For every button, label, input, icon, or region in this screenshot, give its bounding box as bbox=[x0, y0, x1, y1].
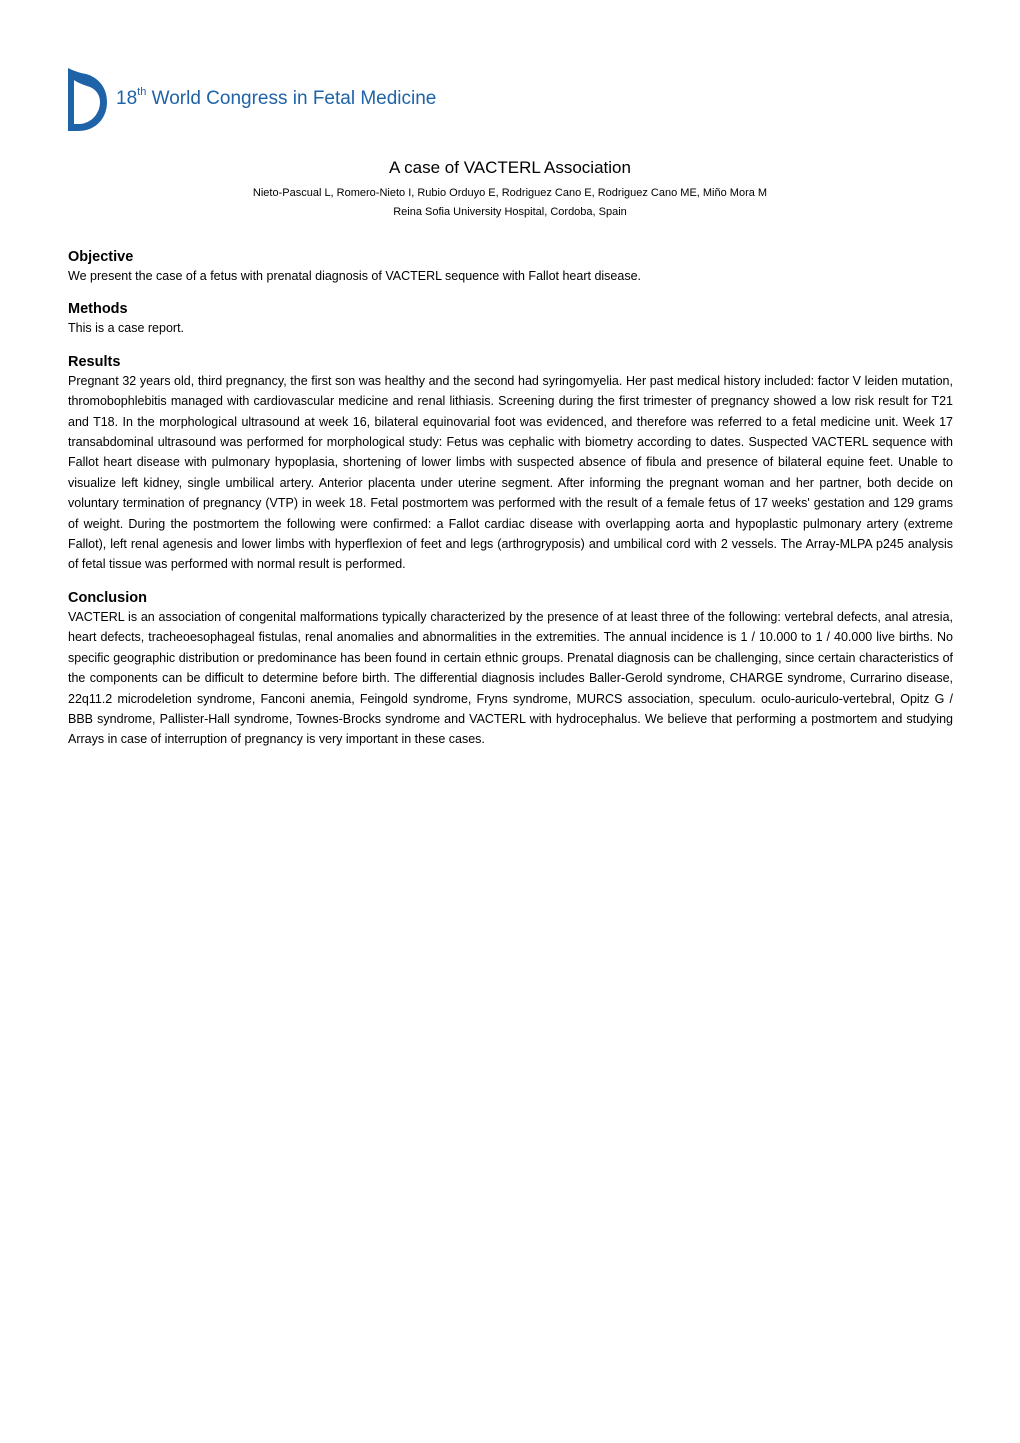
congress-name: World Congress in Fetal Medicine bbox=[151, 88, 437, 109]
conclusion-heading: Conclusion bbox=[68, 589, 147, 606]
methods-heading: Methods bbox=[68, 301, 128, 318]
results-heading: Results bbox=[68, 353, 121, 370]
objective-heading: Objective bbox=[68, 249, 134, 265]
methods-section bbox=[68, 300, 953, 338]
paper-authors: Nieto-Pascual L, Romero-Nieto I, Rubio Orduyo E, Rodriguez Cano E, Rodriguez Cano ME, Miño Mora M bbox=[252, 187, 768, 199]
congress-header bbox=[68, 67, 436, 131]
abstract-content bbox=[68, 248, 953, 764]
methods-text: This is a case report. bbox=[68, 321, 185, 336]
congress-ordinal-suffix: th bbox=[137, 86, 147, 98]
conclusion-section bbox=[68, 589, 953, 750]
objective-section bbox=[68, 248, 953, 286]
fmf-logo-icon bbox=[68, 68, 108, 131]
results-section bbox=[68, 353, 953, 575]
paper-title-block bbox=[0, 157, 1020, 219]
objective-text: We present the case of a fetus with prenatal diagnosis of VACTERL sequence with Fallot heart disease. bbox=[68, 269, 641, 283]
results-text: Pregnant 32 years old, third pregnancy, the first son was healthy and the second had syringomyelia. Her past medical history included: factor V leiden mutation, thromobophlebitis managed with cardiovascular medicine and renal lithiasis. Screening during the first trimester of pregnancy showed a low risk result for T21 and T18. In the morphological ultrasound at week 16, bilateral equinovarial foot was evidenced, and therefore was referred to a fetal medicine unit. Week 17 transabdominal ultrasound was performed for morphological study: Fetus was cephalic with biometry according to dates. Suspected VACTERL sequence with Fallot heart disease with pulmonary hypoplasia, shortening of lower limbs with suspected absence of fibula and presence of bilateral equine feet. Unable to visualize left kidney, single umbilical artery. Anterior placenta under uterine segment. After informing the pregnant woman and her partner, both decide on voluntary termination of pregnancy (VTP) in week 18. Fetal postmortem was performed with the result of a female fetus of 17 weeks' gestation and 129 grams of weight. During the postmortem the following were confirmed: a Fallot cardiac disease with overlapping aorta and hypoplastic pulmonary artery (extreme Fallot), left renal agenesis and lower limbs with hyperflexion of feet and legs (arthrogryposis) and umbilical cord with 2 vessels. The Array-MLPA p245 analysis of fetal tissue was performed with normal result is performed. bbox=[68, 373, 953, 572]
paper-title: A case of VACTERL Association bbox=[389, 158, 631, 177]
congress-number: 18 bbox=[116, 88, 138, 109]
conclusion-text: VACTERL is an association of congenital malformations typically characterized by the presence of at least three of the following: vertebral defects, anal atresia, heart defects, tracheoesophageal fistulas, renal anomalies and abnormalities in the extremities. The annual incidence is 1 / 10.000 to 1 / 40.000 live births. No specific geographic distribution or predominance has been found in certain ethnic groups. Prenatal diagnosis can be challenging, since certain characteristics of the components can be difficult to determine before birth. The differential diagnosis includes Baller-Gerold syndrome, CHARGE syndrome, Currarino disease, 22q11.2 microdeletion syndrome, Fanconi anemia, Feingold syndrome, Fryns syndrome, MURCS association, speculum. oculo-auriculo-vertebral, Opitz G / BBB syndrome, Pallister-Hall syndrome, Townes-Brocks syndrome and VACTERL with hydrocephalus. We believe that performing a postmortem and studying Arrays in case of interruption of pregnancy is very important in these cases. bbox=[68, 609, 953, 747]
congress-title bbox=[116, 88, 436, 110]
paper-affiliation: Reina Sofia University Hospital, Cordoba, Spain bbox=[393, 206, 627, 218]
